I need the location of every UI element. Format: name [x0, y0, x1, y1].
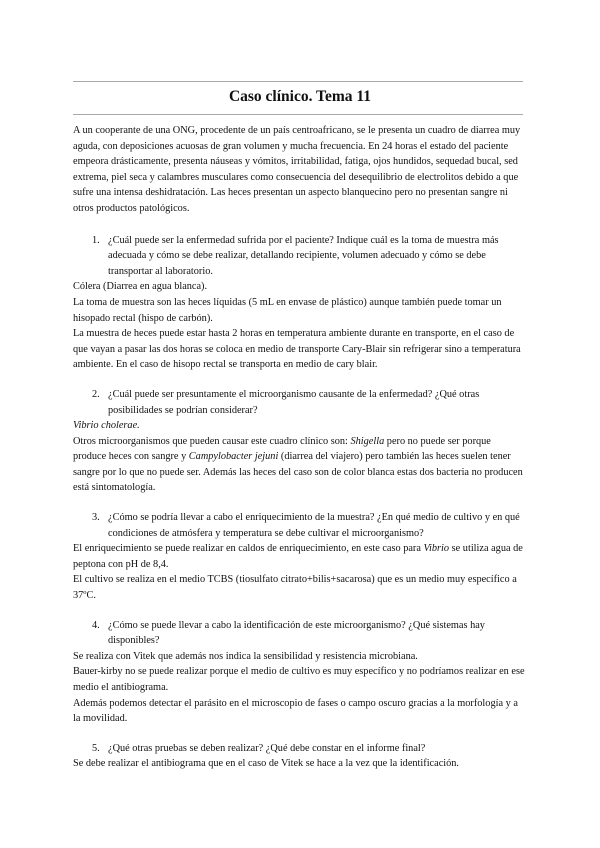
answer-3-line-2: El cultivo se realiza en el medio TCBS (tiosulfato citrato+bilis+sacarosa) que es un medio muy específico a 37ºC.: [73, 574, 517, 602]
answer-text: pero no puede ser porque produce heces con sangre y: [73, 435, 491, 463]
top-divider: [73, 81, 523, 82]
answer-text: Otros microorganismos que pueden causar este cuadro clínico son:: [73, 435, 351, 447]
answer-2-line-2: [73, 434, 525, 496]
answer-2-line-1: [73, 418, 525, 434]
answer-4-line-2: Bauer-kirby no se puede realizar porque el medio de cultivo es muy específico y no podríamos realizar en ese medio el antibiograma.: [73, 666, 525, 693]
case-intro: A un cooperante de una ONG, procedente de un país centroafricano, se le presenta un cuadro de diarrea muy aguda, con deposiciones acuosas de gran volumen y mucha frecuencia. En 24 horas el estado del paciente empeora drásticamente, presenta náuseas y vómitos, irritabilidad, fatiga, ojos hundidos, sequedad bucal, sed extrema, piel seca y calambres musculares como consecuencia del desequilibrio de electrolitos debido a que sufre una intensa deshidratación. Las heces presentan un aspecto blanquecino pero no presentan sangre ni otros productos patológicos.: [73, 125, 521, 214]
answer-text: se utiliza agua de peptona con pH de 8,4.: [73, 543, 523, 570]
answer-5-line-1: Se debe realizar el antibiograma que en el caso de Vitek se hace a la vez que la identificación.: [73, 758, 459, 770]
organism-name: Vibrio cholerae.: [73, 420, 140, 432]
question-1: [92, 233, 525, 280]
answer-3-line-1: [73, 541, 525, 572]
answer-1-line-3: La muestra de heces puede estar hasta 2 horas en temperatura ambiente durante en transporte, en el caso de que vayan a pasar las dos horas se coloca en medio de transporte Cary-Blair sin refrigerar sino a temperatura ambiente. En el caso de hisopo rectal se transporta en medio de cary blair.: [73, 328, 521, 371]
answer-text: El enriquecimiento se puede realizar en caldos de enriquecimiento, en este caso para: [73, 543, 424, 555]
question-2: [92, 387, 525, 418]
document-body: [73, 123, 525, 772]
organism-name: Vibrio: [423, 543, 450, 555]
question-4: [92, 618, 525, 649]
question-number: 1.: [92, 234, 100, 246]
question-number: 4.: [92, 619, 100, 631]
question-text: ¿Cuál puede ser la enfermedad sufrida por el paciente? Indique cuál es la toma de muestra más adecuada y cómo se debe realizar, detallando recipiente, volumen adecuado y cómo se debe transportar al laboratorio.: [108, 234, 499, 277]
question-text: ¿Cómo se podría llevar a cabo el enriquecimiento de la muestra? ¿En qué medio de cultivo y en qué condiciones de atmósfera y temperatura se debe cultivar el microorganismo?: [108, 512, 520, 539]
answer-text: (diarrea del viajero) pero también las heces suelen tener sangre por lo que no puede ser. Además las heces del caso son de color blanca estas dos bacteria no producen está sintomatología.: [73, 451, 523, 494]
question-text: ¿Cuál puede ser presuntamente el microorganismo causante de la enfermedad? ¿Qué otras posibilidades se podrían considerar?: [108, 388, 480, 416]
question-number: 2.: [92, 388, 100, 400]
answer-1-line-1: Cólera (Diarrea en agua blanca).: [73, 281, 208, 293]
answer-1-line-2: La toma de muestra son las heces líquidas (5 mL en envase de plástico) aunque también puede tomar un hisopado rectal (hispo de carbón).: [73, 296, 502, 324]
question-3: [92, 510, 525, 541]
question-text: ¿Cómo se puede llevar a cabo la identificación de este microorganismo? ¿Qué sistemas hay disponibles?: [108, 619, 485, 647]
bottom-divider: [73, 114, 523, 115]
answer-4-line-3: Además podemos detectar el parásito en el microscopio de fases o campo oscuro gracias a la morfología y a la movilidad.: [73, 697, 518, 725]
question-5: [92, 741, 525, 757]
answer-4-line-1: Se realiza con Vitek que además nos indica la sensibilidad y resistencia microbiana.: [73, 650, 418, 662]
question-number: 3.: [92, 512, 100, 524]
question-text: ¿Qué otras pruebas se deben realizar? ¿Qué debe constar en el informe final?: [108, 742, 426, 754]
organism-name: Shigella: [350, 435, 385, 447]
document-title: Caso clínico. Tema 11: [228, 88, 372, 105]
organism-name: Campylobacter jejuni: [188, 451, 279, 463]
question-number: 5.: [92, 742, 100, 754]
